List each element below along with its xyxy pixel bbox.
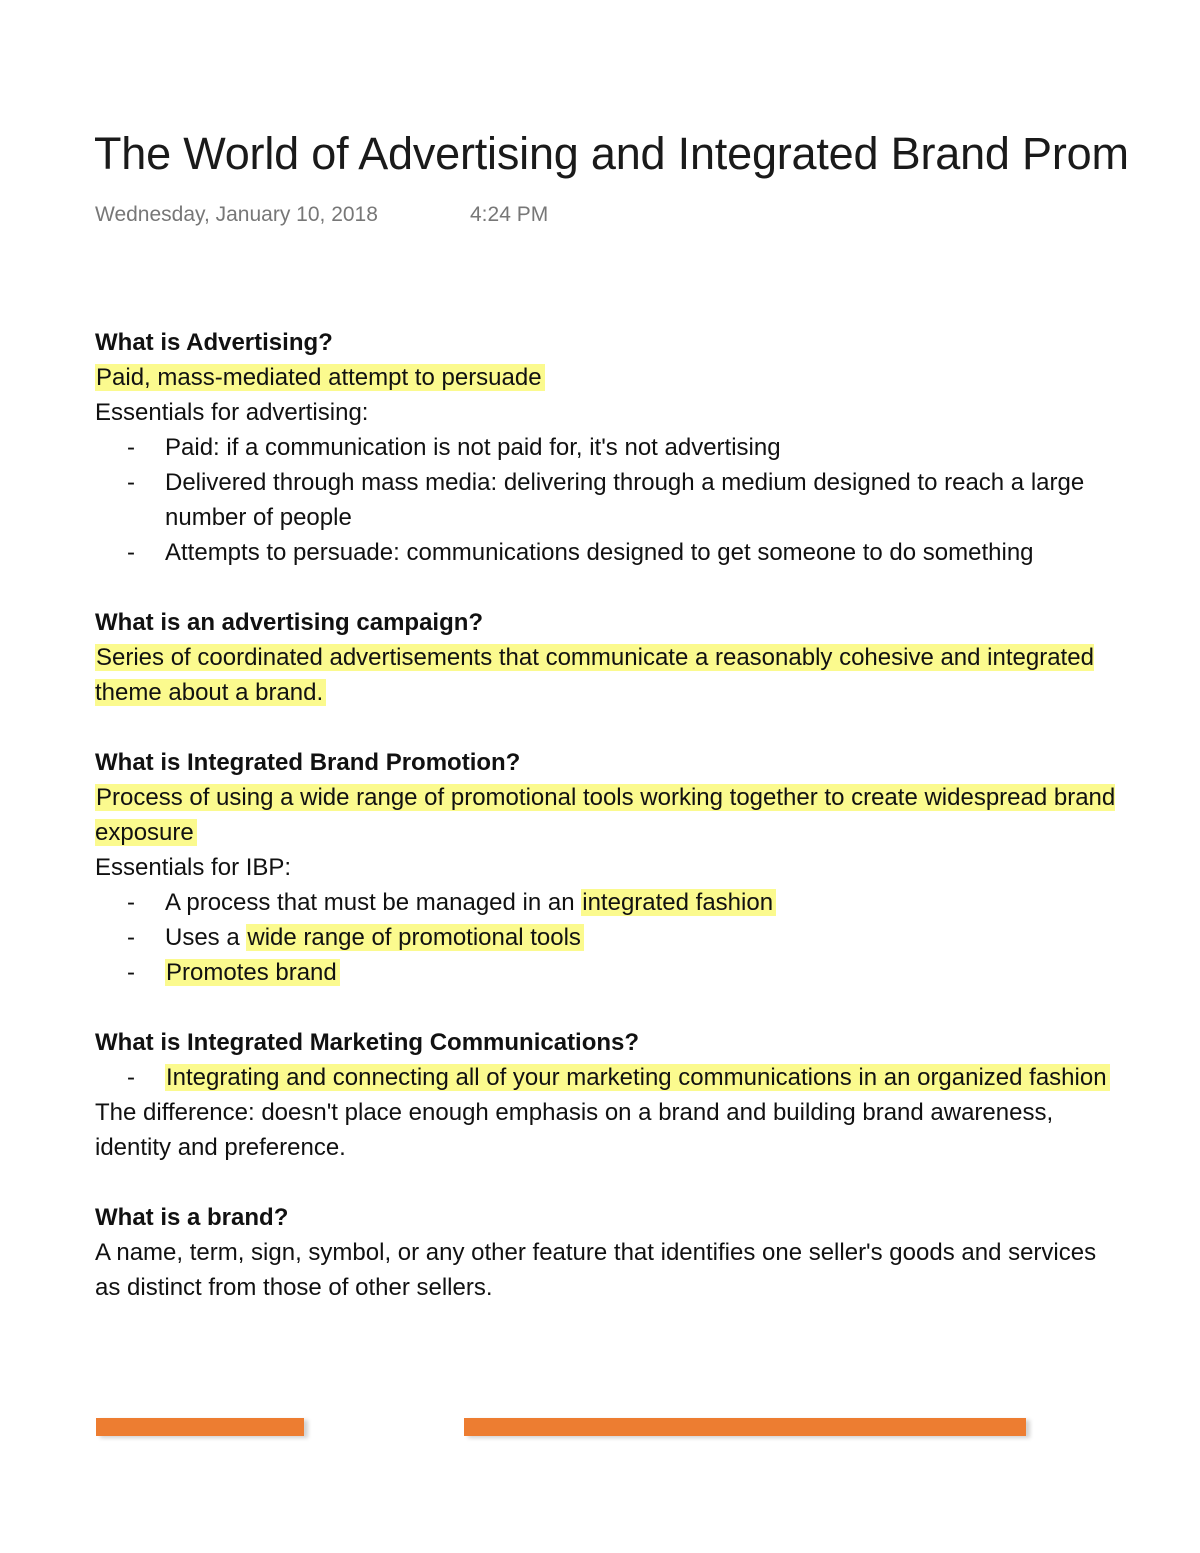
brand-definition: A name, term, sign, symbol, or any other feature that identifies one seller's goods and services as distinct from those of other sellers. [95,1239,1097,1301]
list-item: - Delivered through mass media: delivering through a medium designed to reach a large number of people [127,469,1085,531]
section-ibp [95,745,1125,990]
note-date: Wednesday, January 10, 2018 [95,203,378,226]
section-heading: What is Integrated Marketing Communications? [95,1029,640,1056]
section-campaign [95,605,1125,710]
difference-text: The difference: doesn't place enough emphasis on a brand and building brand awareness, identity and preference. [95,1099,1054,1161]
list-intro: Essentials for IBP: [95,854,292,881]
bullet-list [95,430,1125,570]
highlighted-text: Integrating and connecting all of your marketing communications in an organized fashion [165,1064,1110,1091]
list-item: - A process that must be managed in an integrated fashion [95,885,1125,920]
highlighted-definition: Process of using a wide range of promotional tools working together to create widespread brand exposure [95,784,1116,846]
orange-bar-left [96,1418,304,1436]
list-item: - Attempts to persuade: communications designed to get someone to do something [127,539,1034,566]
orange-bar-right [464,1418,1026,1436]
page-title: The World of Advertising and Integrated Brand Prom [94,128,1129,179]
note-body [95,325,1125,1305]
section-heading: What is Integrated Brand Promotion? [95,749,521,776]
highlighted-definition: Series of coordinated advertisements that communicate a reasonably cohesive and integrated theme about a brand. [95,644,1094,706]
highlighted-definition: Paid, mass-mediated attempt to persuade [95,364,545,391]
bullet-list [95,885,1125,990]
highlighted-text: wide range of promotional tools [246,924,584,951]
highlighted-text: Promotes brand [165,959,340,986]
bullet-list [95,1060,1125,1095]
list-item: - Uses a wide range of promotional tools [95,920,1125,955]
section-brand [95,1200,1125,1305]
list-intro: Essentials for advertising: [95,399,369,426]
section-imc [95,1025,1125,1165]
section-advertising [95,325,1125,570]
list-item: - Paid: if a communication is not paid for, it's not advertising [127,434,781,461]
note-time: 4:24 PM [470,203,549,226]
embedded-image-strip [0,1415,1200,1440]
highlighted-text: integrated fashion [581,889,776,916]
section-heading: What is a brand? [95,1204,289,1231]
section-heading: What is Advertising? [95,329,333,356]
list-item: - Promotes brand [95,955,1125,990]
list-item: - Integrating and connecting all of your marketing communications in an organized fashion [95,1060,1125,1095]
section-heading: What is an advertising campaign? [95,609,484,636]
